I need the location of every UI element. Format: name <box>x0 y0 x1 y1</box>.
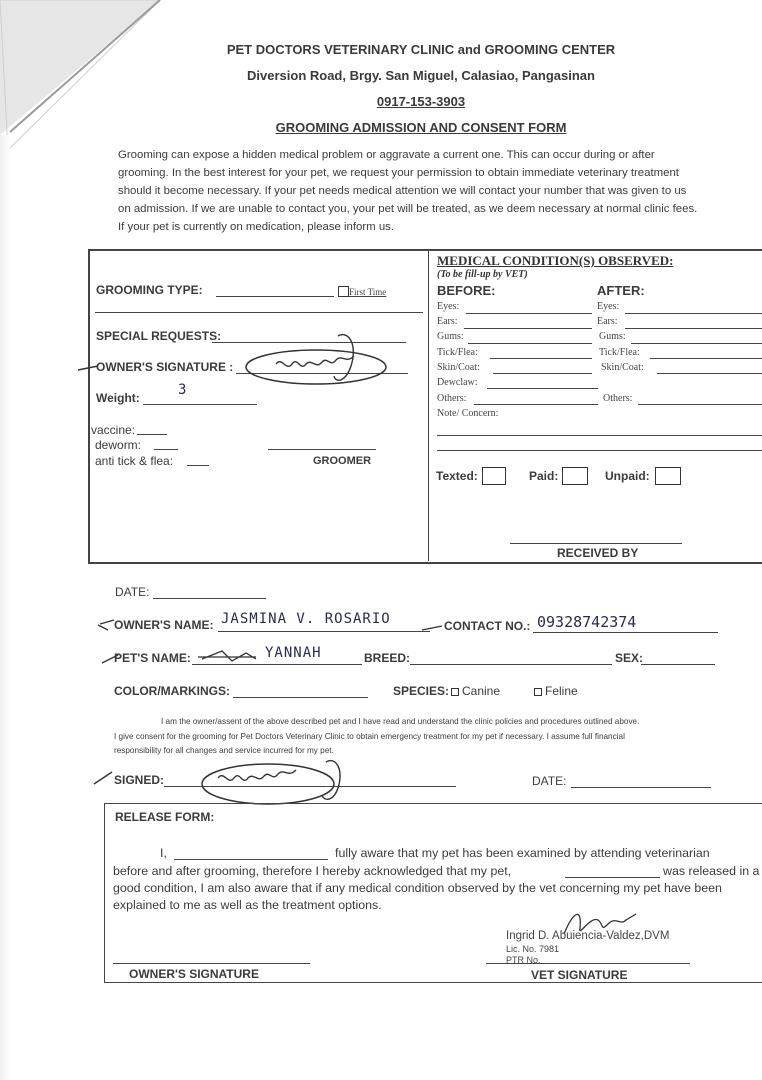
consent-line-1: I am the owner/assent of the above described pet and I have read and understand the clinic policies and procedures outlined above. <box>161 717 640 726</box>
clinic-address: Diversion Road, Brgy. San Miguel, Calasiao, Pangasinan <box>247 68 595 83</box>
date-label: DATE: <box>115 585 150 599</box>
release-name-field[interactable] <box>174 859 328 860</box>
owners-signature-release-label: OWNER'S SIGNATURE <box>129 967 259 981</box>
before-gums-field[interactable] <box>468 343 592 344</box>
breed-label: BREED: <box>364 651 411 665</box>
after-eyes-field[interactable] <box>625 313 762 314</box>
release-line-1: fully aware that my pet has been examined by attending veterinarian <box>335 846 710 860</box>
after-ears-label: Ears: <box>597 316 618 327</box>
signed-label: SIGNED: <box>114 773 165 787</box>
before-skincoat-label: Skin/Coat: <box>437 362 480 373</box>
consent-line-2: I give consent for the grooming for Pet Doctors Veterinary Clinic to obtain emergency treatment for my pet if necessary. I assume full financial <box>114 732 625 741</box>
clinic-name: PET DOCTORS VETERINARY CLINIC and GROOMING CENTER <box>226 42 616 57</box>
before-gums-label: Gums: <box>437 331 464 342</box>
pets-name-label: PET'S NAME: <box>114 651 191 665</box>
anti-tick-label: anti tick & flea: <box>95 454 174 468</box>
before-label: BEFORE: <box>437 283 496 298</box>
owners-name-marks <box>90 612 470 642</box>
vet-name: Ingrid D. Abuiencia-Valdez,DVM <box>506 930 670 942</box>
weight-value: 3 <box>178 382 187 398</box>
date-field[interactable] <box>153 598 266 599</box>
before-dewclaw-field[interactable] <box>487 388 598 389</box>
before-tickflea-label: Tick/Flea: <box>437 347 478 358</box>
note-line-2[interactable] <box>437 450 762 451</box>
vaccine-field[interactable] <box>137 434 167 435</box>
before-others-label: Others: <box>437 393 467 404</box>
signed-date-label: DATE: <box>532 774 567 788</box>
before-skincoat-field[interactable] <box>493 373 592 374</box>
received-by-field[interactable] <box>510 543 682 544</box>
owners-release-signature-field[interactable] <box>113 963 310 964</box>
sex-label: SEX: <box>615 651 644 665</box>
clinic-phone: 0917-153-3903 <box>376 94 466 109</box>
vet-subtitle: (To be fill-up by VET) <box>437 269 528 280</box>
after-skincoat-label: Skin/Coat: <box>601 362 644 373</box>
release-pet-field[interactable] <box>565 877 660 878</box>
after-gums-label: Gums: <box>599 331 626 342</box>
vet-signature-field[interactable] <box>486 963 690 964</box>
signed-date-field[interactable] <box>571 787 711 788</box>
before-tickflea-field[interactable] <box>490 358 592 359</box>
deworm-field[interactable] <box>154 449 178 450</box>
after-tickflea-field[interactable] <box>650 358 762 359</box>
after-label: AFTER: <box>597 283 645 298</box>
release-line-2b: was released in a <box>663 864 760 878</box>
after-tickflea-label: Tick/Flea: <box>599 347 640 358</box>
breed-field[interactable] <box>410 664 612 665</box>
texted-label: Texted: <box>436 469 478 483</box>
box-divider <box>428 249 429 561</box>
release-line-3: good condition, I am also aware that if any medical condition observed by the vet concerning my pet have been <box>113 881 722 895</box>
note-concern-label: Note/ Concern: <box>437 408 499 419</box>
before-others-field[interactable] <box>474 404 598 405</box>
before-dewclaw-label: Dewclaw: <box>437 377 478 388</box>
weight-field[interactable] <box>143 404 257 405</box>
special-requests-label: SPECIAL REQUESTS: <box>96 329 222 343</box>
owner-signature-1 <box>76 326 406 396</box>
received-by-label: RECEIVED BY <box>557 546 639 560</box>
canine-checkbox[interactable] <box>451 688 459 696</box>
canine-label: Canine <box>462 684 501 698</box>
species-label: SPECIES: <box>393 684 450 698</box>
before-ears-label: Ears: <box>437 316 458 327</box>
page-edge-shadow <box>0 135 10 1080</box>
first-time-label: First Time <box>349 287 387 297</box>
paid-label: Paid: <box>529 469 559 483</box>
note-line-1[interactable] <box>437 435 762 436</box>
after-ears-field[interactable] <box>625 328 762 329</box>
release-i-label: I, <box>160 846 167 860</box>
release-line-2: before and after grooming, therefore I hereby acknowledged that my pet, <box>113 864 512 878</box>
texted-box[interactable] <box>482 467 506 485</box>
feline-checkbox[interactable] <box>534 688 542 696</box>
before-eyes-field[interactable] <box>466 313 592 314</box>
medical-condition-title: MEDICAL CONDITION(S) OBSERVED: <box>437 253 674 268</box>
color-markings-field[interactable] <box>233 697 368 698</box>
vaccine-label: vaccine: <box>91 423 136 437</box>
vet-signature-label: VET SIGNATURE <box>531 968 628 982</box>
after-eyes-label: Eyes: <box>597 301 620 312</box>
after-others-field[interactable] <box>638 404 762 405</box>
owners-signature-label: OWNER'S SIGNATURE : <box>96 360 234 374</box>
owners-name-label: OWNER'S NAME: <box>114 618 214 632</box>
after-gums-field[interactable] <box>631 343 762 344</box>
paid-box[interactable] <box>562 467 588 485</box>
color-markings-label: COLOR/MARKINGS: <box>114 684 230 698</box>
pets-name-value: YANNAH <box>265 645 322 661</box>
intro-line: If your pet is currently on medication, please inform us. <box>118 221 395 233</box>
form-title: GROOMING ADMISSION AND CONSENT FORM <box>275 120 567 135</box>
intro-line: Grooming can expose a hidden medical problem or aggravate a current one. This can occur during or after <box>118 149 655 161</box>
sex-field[interactable] <box>641 664 715 665</box>
contact-no-value: 09328742374 <box>537 613 637 631</box>
owners-name-value: JASMINA V. ROSARIO <box>221 611 391 627</box>
after-skincoat-field[interactable] <box>657 373 762 374</box>
after-others-label: Others: <box>603 393 633 404</box>
contact-no-field[interactable] <box>533 632 718 633</box>
before-ears-field[interactable] <box>464 328 592 329</box>
intro-line: grooming. In the best interest for your pet, we request your permission to obtain immediate veterinary treatment <box>118 167 679 179</box>
first-time-checkbox[interactable] <box>338 286 349 297</box>
vet-ptr: PTR No. <box>506 955 541 965</box>
weight-label: Weight: <box>96 391 140 405</box>
grooming-type-label: GROOMING TYPE: <box>96 283 203 297</box>
vet-license: Lic. No. 7981 <box>506 944 560 954</box>
feline-label: Feline <box>545 684 578 698</box>
pets-name-strikeout <box>98 645 268 675</box>
grooming-type-line-2[interactable] <box>95 312 423 313</box>
groomer-label: GROOMER <box>313 455 372 467</box>
anti-tick-field[interactable] <box>187 465 209 466</box>
release-line-4: explained to me as well as the treatment options. <box>113 898 382 912</box>
groomer-signature-field[interactable] <box>268 449 376 450</box>
intro-line: on admission. If we are unable to contact you, your pet will be treated, as we deem necessary at normal clinic fees. <box>118 203 698 215</box>
before-eyes-label: Eyes: <box>437 301 460 312</box>
deworm-label: deworm: <box>95 438 142 452</box>
unpaid-box[interactable] <box>655 467 681 485</box>
consent-line-3: responsibility for all changes and service incurred for my pet. <box>114 746 334 755</box>
unpaid-label: Unpaid: <box>605 469 650 483</box>
contact-no-label: CONTACT NO.: <box>444 619 531 633</box>
grooming-type-field[interactable] <box>216 296 334 297</box>
intro-line: should it become necessary. If your pet needs medical attention we will contact your number that was given to us <box>118 185 687 197</box>
release-title: RELEASE FORM: <box>115 810 215 824</box>
